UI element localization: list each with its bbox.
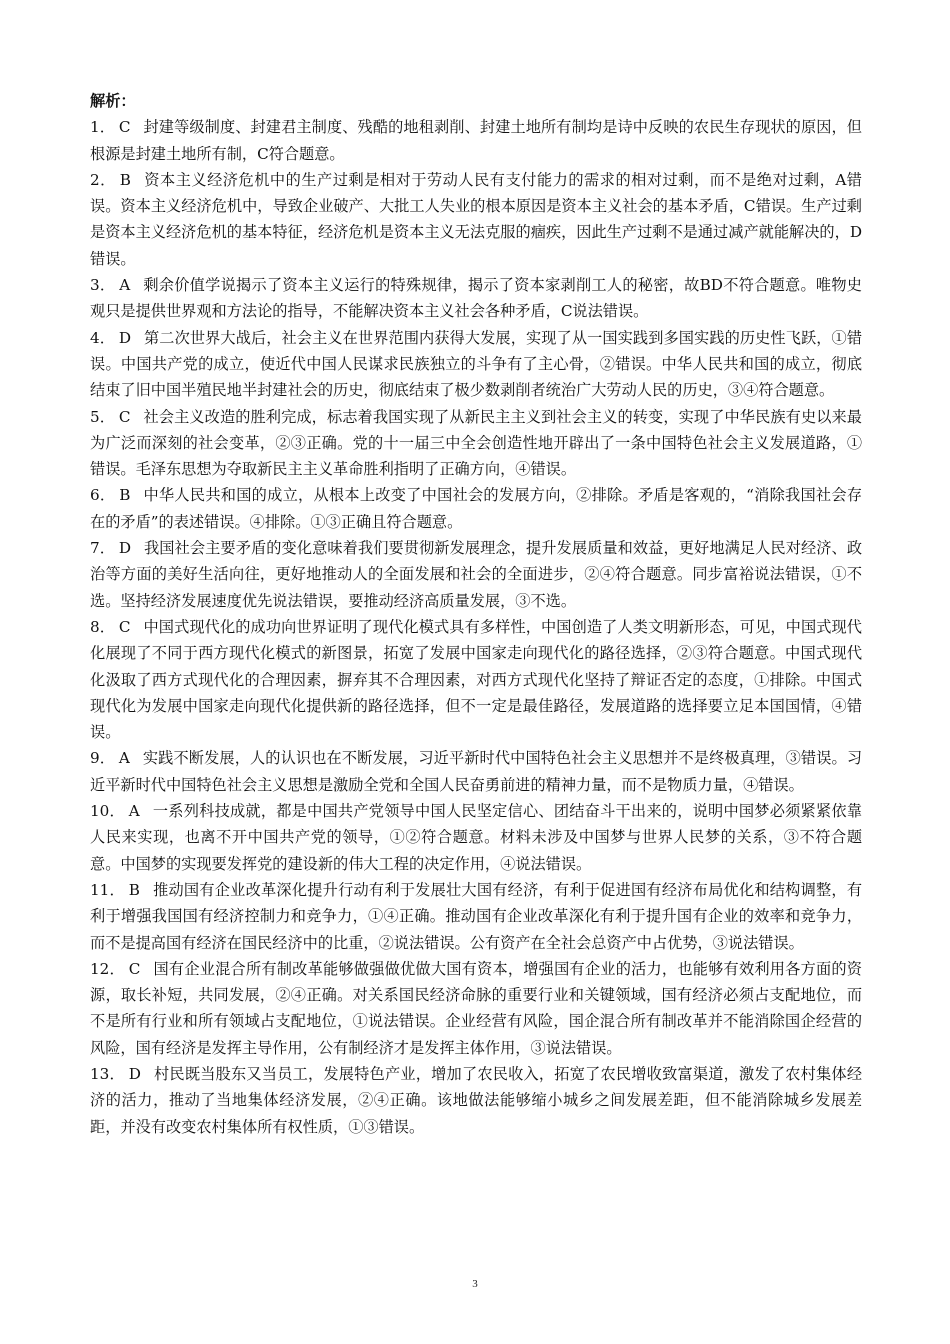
answer-item: [90, 482, 862, 535]
question-number: 7．: [90, 539, 116, 558]
answer-item: [90, 877, 862, 956]
answer-choice: C: [118, 118, 131, 137]
question-number: 10．: [90, 802, 125, 821]
answer-item: [90, 404, 862, 483]
answer-item: [90, 745, 862, 798]
answer-choice: A: [118, 749, 130, 768]
question-number: 3．: [90, 276, 116, 295]
explanation-text: 中华人民共和国的成立，从根本上改变了中国社会的发展方向，②排除。矛盾是客观的，“消除我国社会存在的矛盾”的表述错误。④排除。①③正确且符合题意。: [90, 486, 863, 531]
explanation-text: 封建等级制度、封建君主制度、残酷的地租剥削、封建土地所有制均是诗中反映的农民生存现状的原因，但根源是封建土地所有制，C符合题意。: [90, 118, 862, 163]
answer-choice: D: [118, 328, 132, 347]
explanation-text: 社会主义改造的胜利完成，标志着我国实现了从新民主主义到社会主义的转变，实现了中华民族有史以来最为广泛而深刻的社会变革，②③正确。党的十一届三中全会创造性地开辟出了一条中国特色社会主义发展道路，①错误。毛泽东思想为夺取新民主主义革命胜利指明了正确方向，④错误。: [90, 407, 862, 479]
question-number: 5．: [90, 407, 116, 426]
explanation-text: 国有企业混合所有制改革能够做强做优做大国有资本，增强国有企业的活力，也能够有效利用各方面的资源，取长补短，共同发展，②④正确。对关系国民经济命脉的重要行业和关键领域，国有经济必须占支配地位，而不是所有行业和所有领域占支配地位，①说法错误。企业经营有风险，国企混合所有制改革并不能消除国企经营的风险，国有经济是发挥主导作用，公有制经济才是发挥主体作用，③说法错误。: [90, 959, 862, 1057]
analysis-section: [90, 88, 862, 1140]
explanation-text: 剩余价值学说揭示了资本主义运行的特殊规律，揭示了资本家剥削工人的秘密，故BD不符合题意。唯物史观只是提供世界观和方法论的指导，不能解决资本主义社会各种矛盾，C说法错误。: [90, 276, 862, 321]
question-number: 11．: [90, 880, 125, 899]
answer-item: [90, 956, 862, 1061]
answer-choice: A: [119, 276, 131, 295]
explanation-text: 资本主义经济危机中的生产过剩是相对于劳动人民有支付能力的需求的相对过剩，而不是绝对过剩，A错误。资本主义经济危机中，导致企业破产、大批工人失业的根本原因是资本主义社会的基本矛盾，C错误。生产过剩是资本主义经济危机的基本特征，经济危机是资本主义无法克服的痼疾，因此生产过剩不是通过减产就能解决的，D错误。: [90, 170, 862, 268]
question-number: 8．: [90, 617, 116, 636]
explanation-text: 第二次世界大战后，社会主义在世界范围内获得大发展，实现了从一国实践到多国实践的历史性飞跃，①错误。中国共产党的成立，使近代中国人民谋求民族独立的斗争有了主心骨，②错误。中华人民共和国的成立，彻底结束了旧中国半殖民地半封建社会的历史，彻底结束了极少数剥削者统治广大劳动人民的历史，③④符合题意。: [90, 328, 863, 400]
question-number: 9．: [90, 749, 116, 768]
question-number: 12．: [90, 959, 125, 978]
section-heading: 解析：: [90, 92, 136, 110]
answer-item: [90, 272, 862, 325]
answer-item: [90, 167, 862, 272]
answer-choice: C: [118, 617, 131, 636]
explanation-text: 村民既当股东又当员工，发展特色产业，增加了农民收入，拓宽了农民增收致富渠道，激发了农村集体经济的活力，推动了当地集体经济发展，②④正确。该地做法能够缩小城乡之间发展差距，但不能消除城乡发展差距，并没有改变农村集体所有权性质，①③错误。: [90, 1064, 863, 1136]
explanation-text: 中国式现代化的成功向世界证明了现代化模式具有多样性，中国创造了人类文明新形态，可见，中国式现代化展现了不同于西方现代化模式的新图景，拓宽了发展中国家走向现代化的路径选择，②③符合题意。中国式现代化汲取了西方式现代化的合理因素，摒弃其不合理因素，对西方式现代化坚持了辩证否定的态度，①排除。中国式现代化为发展中国家走向现代化提供新的路径选择，但不一定是最佳路径，发展道路的选择要立足本国国情，④错误。: [90, 617, 862, 742]
question-number: 4．: [90, 328, 116, 347]
answer-item: [90, 1061, 862, 1140]
explanation-text: 我国社会主要矛盾的变化意味着我们要贯彻新发展理念，提升发展质量和效益，更好地满足人民对经济、政治等方面的美好生活向往，更好地推动人的全面发展和社会的全面进步，②④符合题意。同步富裕说法错误，①不选。坚持经济发展速度优先说法错误，要推动经济高质量发展，③不选。: [90, 539, 863, 610]
answer-choice: D: [118, 539, 132, 558]
answer-item: [90, 325, 862, 404]
question-number: 1．: [90, 118, 116, 137]
explanation-text: 推动国有企业改革深化提升行动有利于发展壮大国有经济，有利于促进国有经济布局优化和结构调整，有利于增强我国国有经济控制力和竞争力，①④正确。推动国有企业改革深化有利于提升国有企业的效率和竞争力，而不是提高国有经济在国民经济中的比重，②说法错误。公有资产在全社会总资产中占优势，③说法错误。: [90, 880, 863, 952]
answer-choice: B: [128, 880, 140, 899]
answer-list: [90, 114, 862, 1140]
answer-choice: C: [118, 407, 131, 426]
answer-choice: D: [128, 1064, 141, 1083]
answer-item: [90, 798, 862, 877]
answer-choice: A: [128, 802, 140, 821]
explanation-text: 实践不断发展，人的认识也在不断发展，习近平新时代中国特色社会主义思想并不是终极真理，③错误。习近平新时代中国特色社会主义思想是激励全党和全国人民奋勇前进的精神力量，而不是物质力量，④错误。: [90, 749, 863, 794]
page-number: 3: [472, 1278, 478, 1290]
answer-item: [90, 114, 862, 167]
question-number: 13．: [90, 1064, 125, 1083]
explanation-text: 一系列科技成就，都是中国共产党领导中国人民坚定信心、团结奋斗干出来的，说明中国梦必须紧紧依靠人民来实现，也离不开中国共产党的领导，①②符合题意。材料未涉及中国梦与世界人民梦的关系，③不符合题意。中国梦的实现要发挥党的建设新的伟大工程的决定作用，④说法错误。: [90, 802, 863, 873]
answer-choice: B: [119, 486, 131, 505]
answer-choice: B: [119, 170, 131, 189]
answer-item: [90, 535, 862, 614]
answer-item: [90, 614, 862, 745]
question-number: 6．: [90, 486, 116, 505]
question-number: 2．: [90, 170, 116, 189]
answer-choice: C: [128, 959, 141, 978]
